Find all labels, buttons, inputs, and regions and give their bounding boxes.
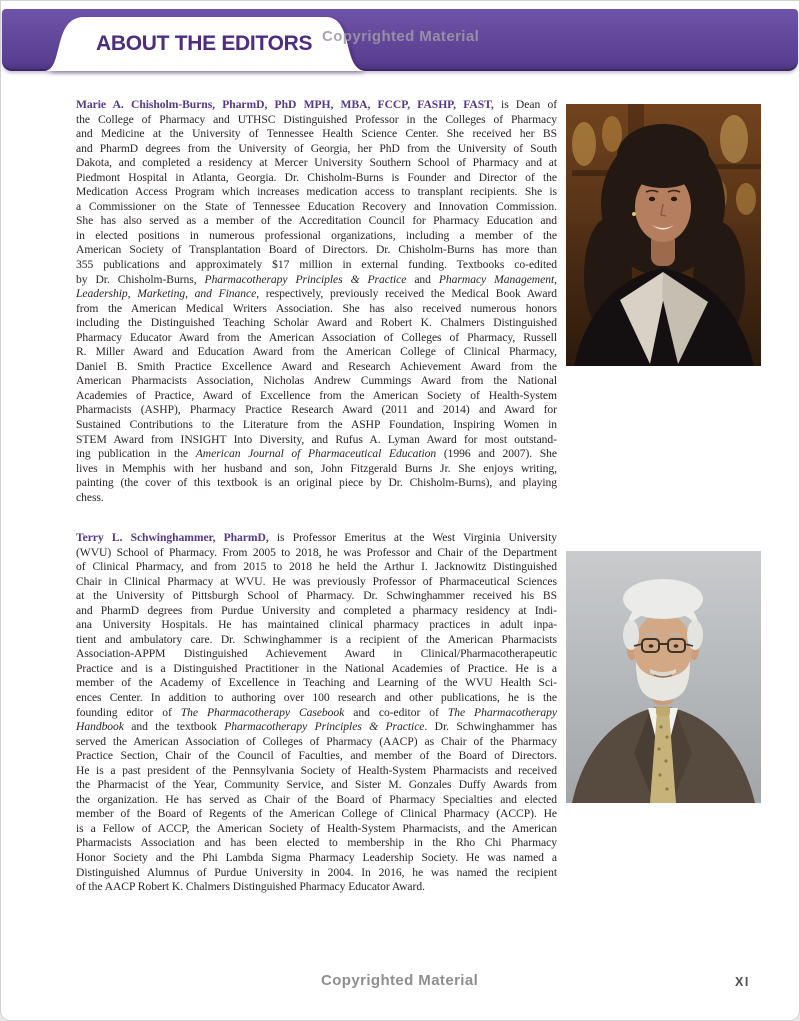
bio-line: including the Distinguished Teaching Scholar Award and Robert K. Chalmers Distinguished [76, 316, 557, 330]
bio-line: Pharmacy Educator Award from the American Association of Colleges of Pharmacy, Russell [76, 330, 557, 344]
editor-bio-marie-chisholm-burns [76, 98, 557, 505]
bio-line: ing publication in the American Journal of Pharmaceutical Education (1996 and 2007). She [76, 447, 557, 461]
bio-line: from the American Medical Writers Association. She has also received numerous honors [76, 301, 557, 315]
portrait-photo-terry-schwinghammer [566, 551, 761, 803]
bio-line: tient and ambulatory care. Dr. Schwinghammer is a recipient of the American Pharmacists [76, 632, 557, 646]
bio-line: Practice Section, Chair of the Council of Faculties, and member of the Board of Directors. [76, 749, 557, 763]
bio-line: Sustained Contributions to the Literature from the ASHP Foundation, Inspiring Women in [76, 418, 557, 432]
bio-line: American Society of Transplantation Board of Directors. Dr. Chisholm-Burns has more than [76, 243, 557, 257]
bio-line: the College of Pharmacy and UTHSC Distinguished Professor in the Colleges of Pharmacy [76, 112, 557, 126]
page-number: XI [735, 975, 750, 989]
copyright-watermark-bottom: Copyrighted Material [321, 972, 479, 989]
bio-line: 355 publications and approximately $17 million in external funding. Textbooks co-edited [76, 258, 557, 272]
bio-line: Medication Access Program which increases medication access to transplant recipients. She is [76, 185, 557, 199]
bio-line: the Pharmacist of the Year, Community Service, and Sister M. Gonzales Duffy Awards from [76, 778, 557, 792]
page-title: ABOUT THE EDITORS [96, 32, 313, 55]
bio-line: member of the Board of Regents of the American College of Clinical Pharmacy (ACCP). He [76, 807, 557, 821]
bio-line: is a Fellow of ACCP, the American Society of Health-System Pharmacists, and the American [76, 821, 557, 835]
bio-line: painting (the cover of this textbook is an original piece by Dr. Chisholm-Burns), and playing [76, 476, 557, 490]
bio-line: of the AACP Robert K. Chalmers Distinguished Pharmacy Educator Award. [76, 880, 425, 894]
bio-line: the organization. He has served as Chair of the Board of Pharmacy Specialties and elected [76, 792, 557, 806]
bio-line: of Clinical Pharmacy, and from 2015 to 2018 he held the Arthur I. Jacknowitz Distinguished [76, 560, 557, 574]
bio-line: Piedmont Hospital in Atlanta, Georgia. Dr. Chisholm-Burns is Founder and Director of the [76, 170, 557, 184]
bio-line: Marie A. Chisholm-Burns, PharmD, PhD MPH, MBA, FCCP, FASHP, FAST, is Dean of [76, 98, 557, 111]
bio-line: She has also served as a member of the Accreditation Council for Pharmacy Education and [76, 214, 557, 228]
bio-line: and PharmD degrees from the University of Georgia, her PhD from the University of South [76, 141, 557, 155]
bio-line: Distinguished Alumnus of Purdue University in 2004. In 2016, he was named the recipient [76, 865, 557, 879]
bio-line: in elected positions in numerous professional organizations, including a member of the [76, 228, 557, 242]
bio-line: and PharmD degrees from Purdue University and completed a pharmacy residency at Indi- [76, 603, 557, 617]
bio-line: He is a past president of the Pennsylvania Society of Health-System Pharmacists and received [76, 763, 557, 777]
bio-line: at the University of Pittsburgh School of Pharmacy. Dr. Schwinghammer received his BS [76, 589, 557, 603]
bio-line: Leadership, Marketing, and Finance, respectively, previously received the Medical Book Award [76, 287, 557, 301]
bio-line: Association-APPM Distinguished Achievement Award in Clinical/Pharmacotherapeutic [76, 647, 557, 661]
bio-line: a Commissioner on the State of Tennessee Education Recovery and Innovation Commission. [76, 199, 557, 213]
bio-line: American Pharmacists Association, Nicholas Andrew Cummings Award from the National [76, 374, 557, 388]
bio-line: and Medicine at the University of Tennessee Health Science Center. She received her BS [76, 127, 557, 141]
bio-line: Terry L. Schwinghammer, PharmD, is Professor Emeritus at the West Virginia University [76, 531, 557, 544]
bio-line: Handbook and the textbook Pharmacotherapy Principles & Practice. Dr. Schwinghammer has [76, 720, 557, 734]
bio-line: member of the Academy of Excellence in Teaching and Learning of the WVU Health Sci- [76, 676, 557, 690]
bio-line: founding editor of The Pharmacotherapy Casebook and co-editor of The Pharmacotherapy [76, 705, 557, 719]
bio-line: ences Center. In addition to authoring over 100 research and other publications, he is the [76, 691, 557, 705]
bio-line: R. Miller Award and Education Award from the American College of Clinical Pharmacy, [76, 345, 557, 359]
bio-line: (WVU) School of Pharmacy. From 2005 to 2018, he was Professor and Chair of the Department [76, 545, 557, 559]
bio-line: Honor Society and the Phi Lambda Sigma Pharmacy Leadership Society. He was named a [76, 851, 557, 865]
copyright-watermark-top: Copyrighted Material [322, 28, 480, 45]
bio-line: chess. [76, 490, 104, 504]
bio-line: ana University Hospitals. He has maintained clinical pharmacy practices in adult inpa- [76, 618, 557, 632]
editor-bio-terry-schwinghammer [76, 531, 557, 895]
bio-line: Chair in Clinical Pharmacy at WVU. He was previously Professor of Pharmaceutical Sciences [76, 574, 557, 588]
bio-line: Dakota, and completed a residency at Mercer University Southern School of Pharmacy and at [76, 156, 557, 170]
bio-line: Pharmacists Association and has been elected to membership in the Rho Chi Pharmacy [76, 836, 557, 850]
portrait-photo-marie-chisholm-burns [566, 104, 761, 366]
bio-line: served the American Association of Colleges of Pharmacy (AACP) as Chair of the Pharmacy [76, 734, 557, 748]
bio-line: lives in Memphis with her husband and son, John Fitzgerald Burns Jr. She enjoys writing, [76, 461, 557, 475]
bio-line: Academies of Practice, Award of Excellence from the American Society of Health-System [76, 388, 557, 402]
bio-line: STEM Award from INSIGHT Into Diversity, and Rufus A. Lyman Award for most outstand- [76, 432, 557, 446]
bio-line: by Dr. Chisholm-Burns, Pharmacotherapy Principles & Practice and Pharmacy Management, [76, 272, 557, 286]
bio-line: Pharmacists (ASHP), Pharmacy Practice Research Award (2011 and 2014) and Award for [76, 403, 557, 417]
bio-line: Daniel B. Smith Practice Excellence Award and Research Achievement Award from the [76, 359, 557, 373]
bio-line: Practice and is a Distinguished Practitioner in the National Academies of Practice. He is a [76, 661, 557, 675]
